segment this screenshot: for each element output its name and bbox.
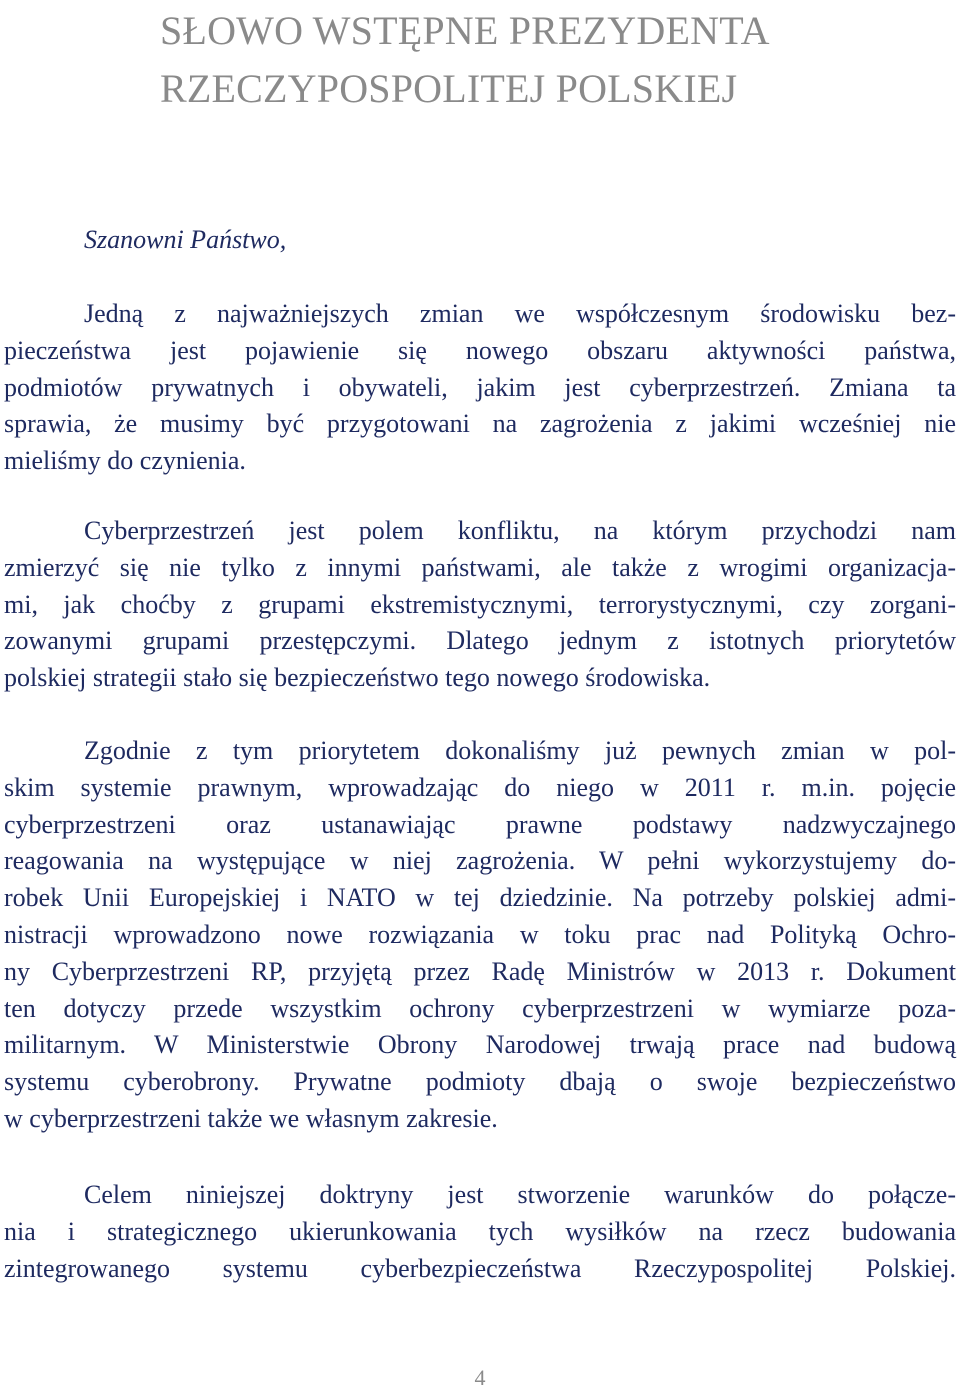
- salutation: Szanowni Państwo,: [84, 225, 287, 254]
- paragraph-line: ten dotyczy przede wszystkim ochrony cyberprzestrzeni w wymiarze poza-: [4, 993, 956, 1023]
- paragraph-line: cyberprzestrzeni oraz ustanawiając prawne podstawy nadzwyczajnego: [4, 809, 956, 839]
- paragraph-3: [4, 733, 956, 1138]
- paragraph-line: Zgodnie z tym priorytetem dokonaliśmy już pewnych zmian w pol-: [84, 736, 956, 765]
- paragraph-line: systemu cyberobrony. Prywatne podmioty dbają o swoje bezpieczeństwo: [4, 1067, 956, 1097]
- paragraph-line: ny Cyberprzestrzeni RP, przyjętą przez Radę Ministrów w 2013 r. Dokument: [4, 956, 956, 986]
- paragraph-line: pieczeństwa jest pojawienie się nowego obszaru aktywności państwa,: [4, 335, 956, 365]
- paragraph-line: polskiej strategii stało się bezpieczeństwo tego nowego środowiska.: [4, 663, 711, 693]
- page-title-line-1: SŁOWO WSTĘPNE PREZYDENTA: [160, 8, 770, 53]
- paragraph-line: podmiotów prywatnych i obywateli, jakim jest cyberprzestrzeń. Zmiana ta: [4, 372, 956, 402]
- paragraph-line: mi, jak choćby z grupami ekstremistycznymi, terrorystycznymi, czy zorgani-: [4, 589, 956, 619]
- paragraph-line: mieliśmy do czynienia.: [4, 446, 246, 476]
- paragraph-line: nia i strategicznego ukierunkowania tych wysiłków na rzecz budowania: [4, 1216, 956, 1246]
- paragraph-line: w cyberprzestrzeni także we własnym zakresie.: [4, 1103, 498, 1133]
- page-title-line-2: RZECZYPOSPOLITEJ POLSKIEJ: [160, 66, 738, 111]
- paragraph-line: zmierzyć się nie tylko z innymi państwami, ale także z wrogimi organizacja-: [4, 552, 956, 582]
- paragraph-line: zintegrowanego systemu cyberbezpieczeństwa Rzeczypospolitej Polskiej.: [4, 1253, 956, 1283]
- paragraph-line: militarnym. W Ministerstwie Obrony Narodowej trwają prace nad budową: [4, 1030, 956, 1060]
- paragraph-line: Cyberprzestrzeń jest polem konfliktu, na którym przychodzi nam: [84, 516, 956, 545]
- page-title: [160, 2, 770, 118]
- paragraph-line: sprawia, że musimy być przygotowani na zagrożenia z jakimi wcześniej nie: [4, 409, 956, 439]
- paragraph-line: zowanymi grupami przestępczymi. Dlatego jednym z istotnych priorytetów: [4, 626, 956, 656]
- page-number: 4: [474, 1365, 486, 1390]
- paragraph-line: reagowania na występujące w niej zagrożenia. W pełni wykorzystujemy do-: [4, 846, 956, 876]
- paragraph-line: Jedną z najważniejszych zmian we współczesnym środowisku bez-: [84, 299, 956, 328]
- paragraph-line: nistracji wprowadzono nowe rozwiązania w toku prac nad Polityką Ochro-: [4, 919, 956, 949]
- paragraph-line: skim systemie prawnym, wprowadzając do niego w 2011 r. m.in. pojęcie: [4, 772, 956, 802]
- paragraph-line: robek Unii Europejskiej i NATO w tej dziedzinie. Na potrzeby polskiej admi-: [4, 883, 956, 913]
- paragraph-2: [4, 513, 956, 697]
- paragraph-line: Celem niniejszej doktryny jest stworzenie warunków do połącze-: [84, 1180, 956, 1209]
- paragraph-1: [4, 296, 956, 480]
- paragraph-4: [4, 1177, 956, 1287]
